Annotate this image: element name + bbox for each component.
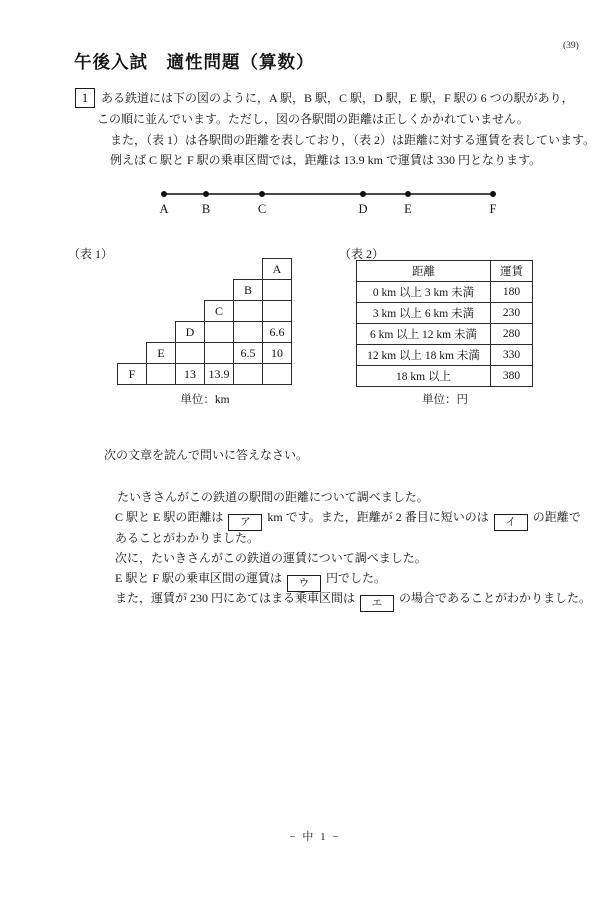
question-text-segment: 次に，たいきさんがこの鉄道の運賃について調べました。 [115,551,427,565]
table2-distance-cell: 6 km 以上 12 km 未満 [357,324,491,345]
table1-distance-cell: 10 [262,342,292,364]
station-label-B: B [201,202,211,216]
intro-line: この順に並んでいます。ただし，図の各駅間の距離は正しくかかれていません。 [97,112,529,126]
table1-station-cell-F: F [117,363,147,385]
station-label-E: E [404,202,412,216]
answer-box-エ: エ [360,595,394,612]
table1-station-cell-E: E [146,342,176,364]
station-label-D: D [358,202,368,216]
question-line [115,590,591,612]
table2-distance-cell: 18 km 以上 [357,366,491,387]
table1-distance-cell: 6.6 [262,321,292,343]
intro-line: ある鉄道には下の図のように，A 駅，B 駅，C 駅，D 駅，E 駅，F 駅の 6 つの駅があり， [101,91,574,105]
table2-header-fare: 運賃 [491,261,533,282]
question-line [117,489,429,506]
station-label-C: C [257,202,267,216]
table1-station-cell-B: B [233,279,263,301]
table1-distance-cell: 13 [175,363,205,385]
page-title: 午後入試 適性問題（算数） [74,52,315,72]
station-label-F: F [489,202,497,216]
question-line [115,509,581,531]
table2-distance-cell: 12 km 以上 18 km 未満 [357,345,491,366]
question-text-segment: E 駅と F 駅の乗車区間の運賃は [115,571,283,585]
table2-label: （表 2） [339,247,385,261]
page-footer: − 中 1 − [289,831,341,843]
table1-distance-cell: 6.5 [233,342,263,364]
table1-station-cell-D: D [175,321,205,343]
question-text-segment: C 駅と E 駅の距離は [115,510,224,524]
question-text-segment: 円でした。 [326,571,387,585]
answer-box-ウ: ウ [287,575,321,592]
station-label-A: A [159,202,169,216]
table1-station-cell-A: A [262,258,292,280]
table2-distance-cell: 0 km 以上 3 km 未満 [357,282,491,303]
table1-station-cell-C: C [204,300,234,322]
table2-header-distance: 距離 [357,261,491,282]
question-text-segment: あることがわかりました。 [115,531,260,545]
table1-label: （表 1） [68,247,114,261]
table2-distance-cell: 3 km 以上 6 km 未満 [357,303,491,324]
problem-number-box: 1 [75,88,95,108]
question-instruction: 次の文章を読んで問いに答えなさい。 [104,448,309,462]
question-text-segment: の距離で [532,510,581,524]
question-line [115,570,386,592]
question-text-segment: の場合であることがわかりました。 [399,591,592,605]
question-text-segment: km です。また，距離が 2 番目に短いのは [267,510,489,524]
table2-fare-cell: 380 [491,366,533,387]
question-line [115,530,259,547]
table2-fare-cell: 330 [491,345,533,366]
table1-distance-cell: 13.9 [204,363,234,385]
question-text-segment: また，運賃が 230 円にあてはまる乗車区間は [115,591,356,605]
intro-line: 例えば C 駅と F 駅の乗車区間では，距離は 13.9 km で運賃は 330 円となります。 [110,153,542,167]
table2-unit: 単位：円 [422,394,468,406]
intro-line: また，（表 1）は各駅間の距離を表しており，（表 2）は距離に対する運賃を表しています。 [110,133,596,147]
question-line [115,550,427,567]
page-corner-number: (39) [563,41,579,51]
table2-fare-cell: 230 [491,303,533,324]
table1-unit: 単位：km [180,394,230,406]
answer-box-イ: イ [494,514,528,531]
table2-fare-cell: 180 [491,282,533,303]
question-text-segment: たいきさんがこの鉄道の駅間の距離について調べました。 [117,490,429,504]
answer-box-ア: ア [228,514,262,531]
table2-fare-cell: 280 [491,324,533,345]
